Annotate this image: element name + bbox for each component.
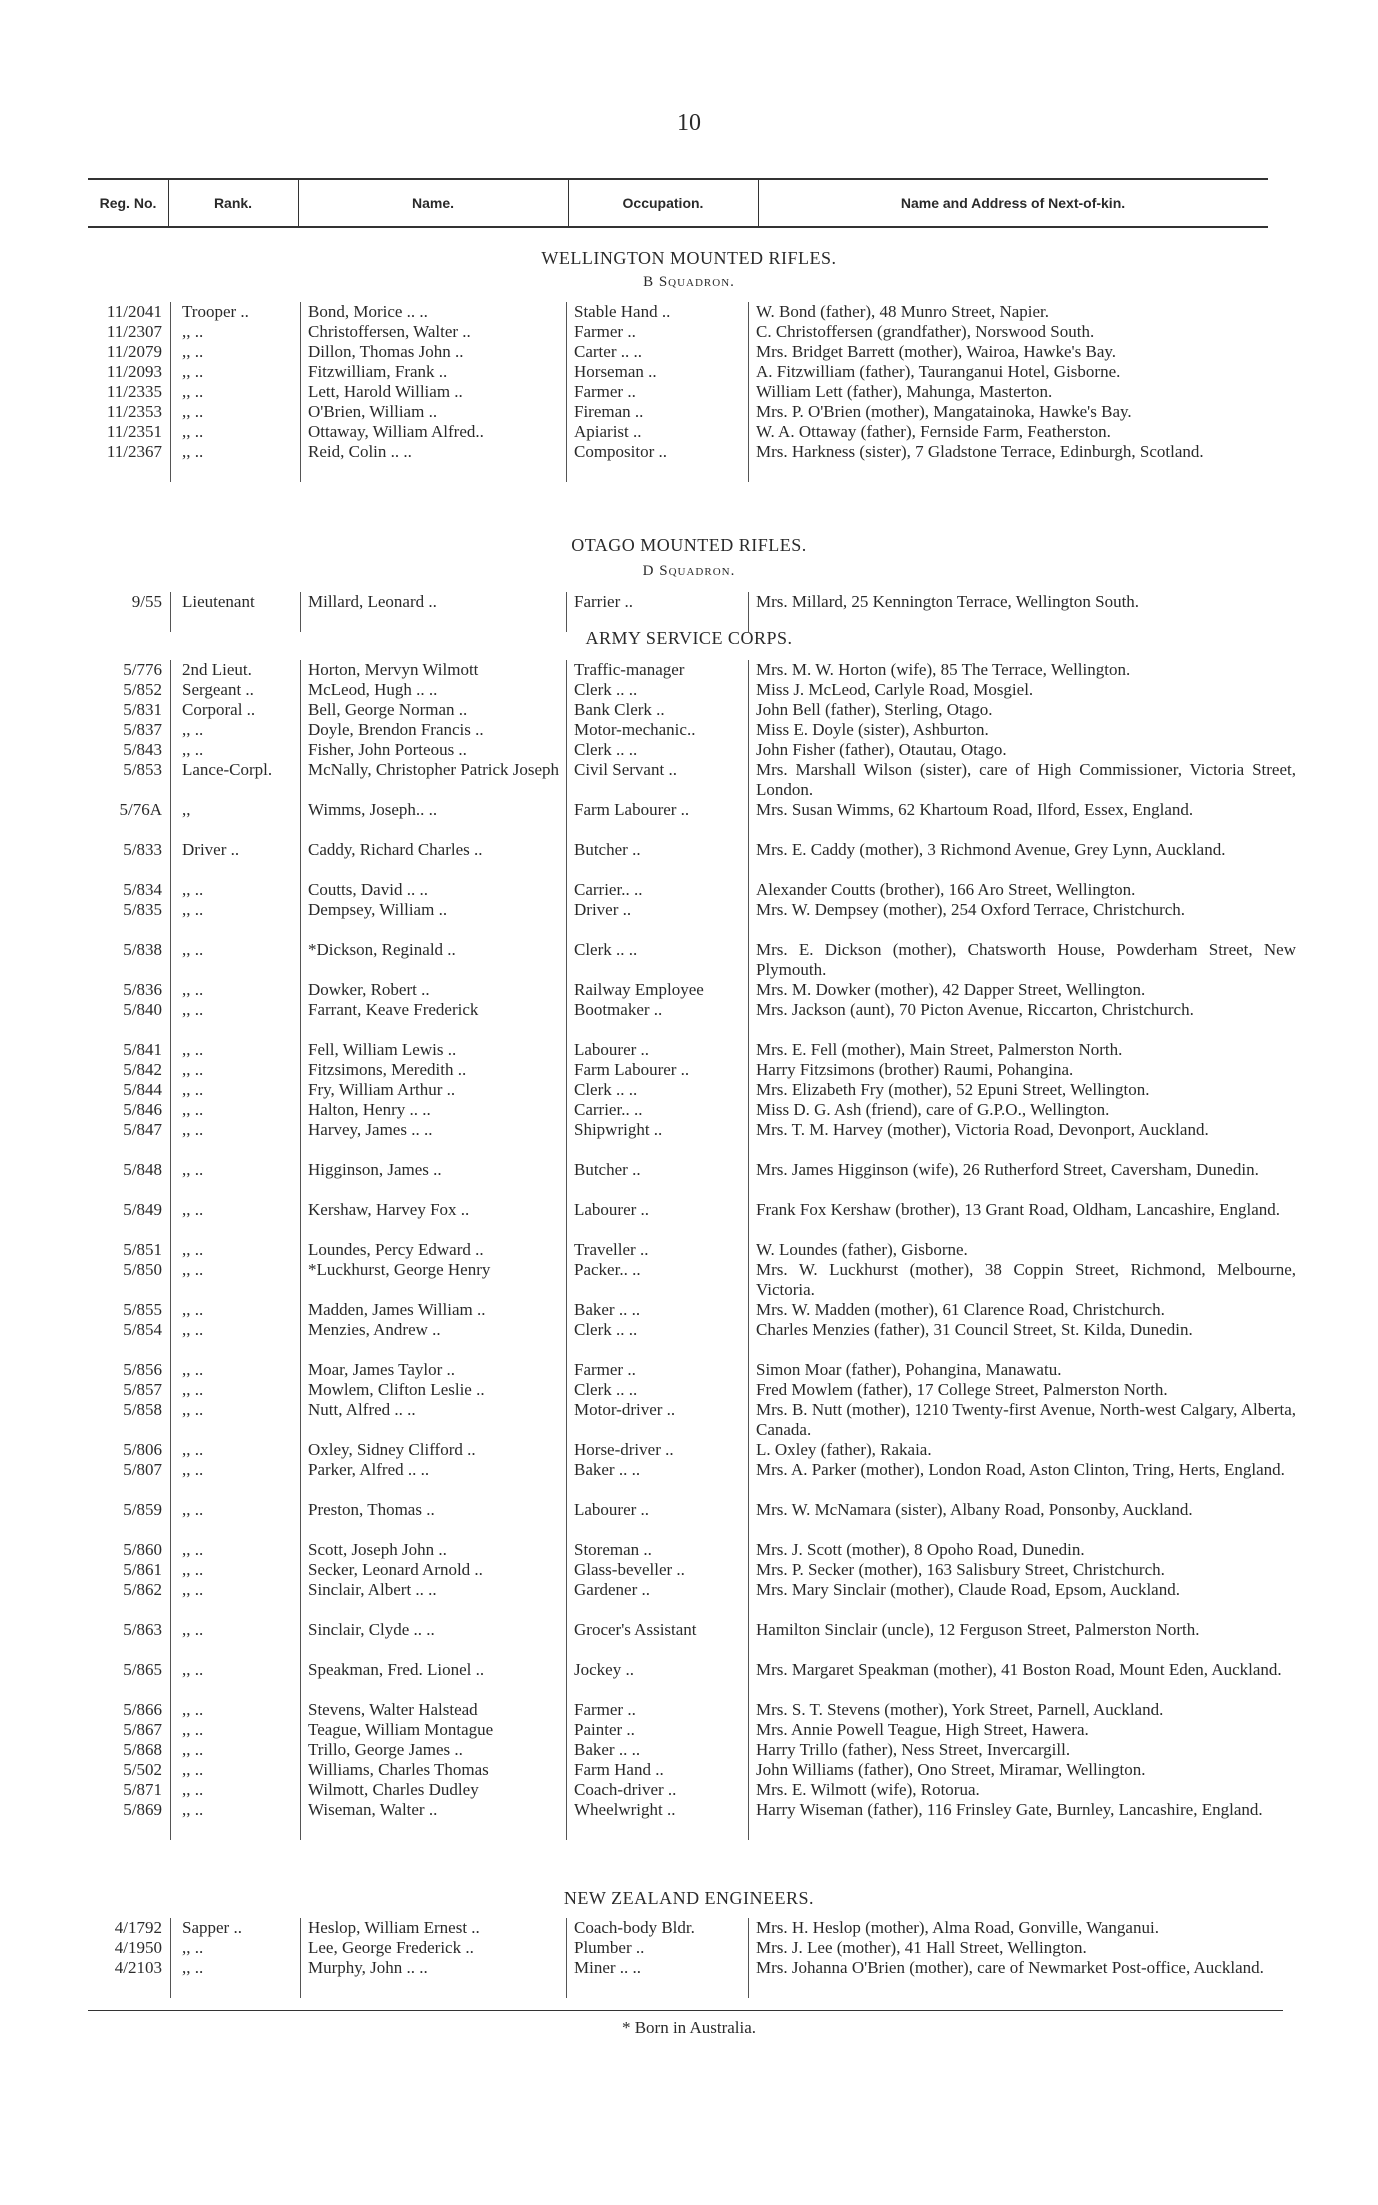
cell-occupation: Painter .. — [574, 1720, 635, 1739]
section-title-army-service-corps: ARMY SERVICE CORPS. — [585, 628, 793, 648]
cell-occupation: Wheelwright .. — [574, 1800, 676, 1819]
cell-occupation: Carter .. .. — [574, 342, 642, 361]
cell-next-of-kin: Mrs. H. Heslop (mother), Alma Road, Gonville, Wanganui. — [756, 1918, 1159, 1937]
cell-rank: ,, .. — [182, 442, 204, 461]
cell-reg-no: 5/859 — [123, 1500, 162, 1519]
cell-occupation: Railway Employee — [574, 980, 704, 999]
cell-name: Lee, George Frederick .. — [308, 1938, 474, 1957]
cell-name: Nutt, Alfred .. .. — [308, 1400, 416, 1419]
cell-occupation: Farmer .. — [574, 322, 636, 341]
cell-rank: ,, .. — [182, 1580, 204, 1599]
cell-occupation: Clerk .. .. — [574, 1320, 638, 1339]
cell-occupation: Coach-body Bldr. — [574, 1918, 695, 1937]
cell-reg-no: 5/838 — [123, 940, 162, 959]
cell-reg-no: 5/866 — [123, 1700, 162, 1719]
cell-next-of-kin: Miss J. McLeod, Carlyle Road, Mosgiel. — [756, 680, 1034, 699]
cell-name: Dillon, Thomas John .. — [308, 342, 464, 361]
section-title-wellington: WELLINGTON MOUNTED RIFLES. — [541, 248, 837, 268]
cell-occupation: Bootmaker .. — [574, 1000, 663, 1019]
cell-rank: Lieutenant — [182, 592, 255, 611]
cell-reg-no: 5/844 — [123, 1080, 162, 1099]
cell-reg-no: 11/2335 — [106, 382, 162, 401]
cell-next-of-kin: Mrs. E. Fell (mother), Main Street, Palmerston North. — [756, 1040, 1123, 1059]
cell-reg-no: 5/837 — [123, 720, 162, 739]
cell-next-of-kin: Mrs. Susan Wimms, 62 Khartoum Road, Ilford, Essex, England. — [756, 800, 1194, 819]
cell-reg-no: 5/76A — [119, 800, 162, 819]
cell-occupation: Jockey .. — [574, 1660, 634, 1679]
cell-rank: ,, .. — [182, 1740, 204, 1759]
cell-occupation: Farrier .. — [574, 592, 634, 611]
cell-reg-no: 5/857 — [123, 1380, 162, 1399]
cell-name: Teague, William Montague — [308, 1720, 494, 1739]
cell-occupation: Clerk .. .. — [574, 740, 638, 759]
cell-reg-no: 5/865 — [123, 1660, 162, 1679]
cell-next-of-kin: Mrs. B. Nutt (mother), 1210 Twenty-first Avenue, North-west Calgary, Alberta, Canada. — [756, 1400, 1296, 1439]
cell-rank: ,, .. — [182, 1800, 204, 1819]
cell-occupation: Farmer .. — [574, 1360, 636, 1379]
cell-reg-no: 5/860 — [123, 1540, 162, 1559]
cell-reg-no: 5/842 — [123, 1060, 162, 1079]
cell-reg-no: 5/848 — [123, 1160, 162, 1179]
cell-reg-no: 11/2079 — [106, 342, 162, 361]
cell-reg-no: 5/776 — [123, 660, 162, 679]
cell-rank: ,, .. — [182, 362, 204, 381]
cell-reg-no: 11/2353 — [106, 402, 162, 421]
cell-name: Murphy, John .. .. — [308, 1958, 428, 1977]
cell-next-of-kin: Mrs. M. W. Horton (wife), 85 The Terrace, Wellington. — [756, 660, 1131, 679]
cell-reg-no: 11/2307 — [106, 322, 162, 341]
cell-name: Fitzsimons, Meredith .. — [308, 1060, 467, 1079]
cell-occupation: Labourer .. — [574, 1500, 650, 1519]
cell-rank: ,, .. — [182, 1320, 204, 1339]
cell-name: Caddy, Richard Charles .. — [308, 840, 483, 859]
cell-rank: ,, .. — [182, 740, 204, 759]
cell-name: Wiseman, Walter .. — [308, 1800, 438, 1819]
cell-reg-no: 5/862 — [123, 1580, 162, 1599]
cell-occupation: Baker .. .. — [574, 1460, 641, 1479]
cell-rank: Sapper .. — [182, 1918, 242, 1937]
cell-reg-no: 5/861 — [123, 1560, 162, 1579]
cell-rank: Corporal .. — [182, 700, 256, 719]
cell-rank: ,, .. — [182, 1060, 204, 1079]
cell-occupation: Clerk .. .. — [574, 1380, 638, 1399]
cell-name: Loundes, Percy Edward .. — [308, 1240, 484, 1259]
cell-name: Christoffersen, Walter .. — [308, 322, 471, 341]
cell-next-of-kin: John Fisher (father), Otautau, Otago. — [756, 740, 1007, 759]
cell-next-of-kin: Mrs. W. Luckhurst (mother), 38 Coppin Street, Richmond, Melbourne, Victoria. — [756, 1260, 1296, 1299]
cell-next-of-kin: Mrs. M. Dowker (mother), 42 Dapper Street, Wellington. — [756, 980, 1146, 999]
cell-reg-no: 5/847 — [123, 1120, 162, 1139]
section-subtitle-otago: D Squadron. — [642, 563, 736, 579]
cell-name: Oxley, Sidney Clifford .. — [308, 1440, 476, 1459]
column-divider — [748, 1918, 749, 1998]
cell-occupation: Storeman .. — [574, 1540, 652, 1559]
cell-name: Reid, Colin .. .. — [308, 442, 412, 461]
cell-occupation: Baker .. .. — [574, 1740, 641, 1759]
cell-rank: Lance-Corpl. — [182, 760, 273, 779]
cell-occupation: Stable Hand .. — [574, 302, 671, 321]
cell-name: Madden, James William .. — [308, 1300, 486, 1319]
cell-name: Halton, Henry .. .. — [308, 1100, 431, 1119]
cell-name: Fitzwilliam, Frank .. — [308, 362, 448, 381]
cell-reg-no: 5/853 — [123, 760, 162, 779]
cell-next-of-kin: Fred Mowlem (father), 17 College Street, Palmerston North. — [756, 1380, 1168, 1399]
cell-name: *Luckhurst, George Henry — [308, 1260, 491, 1279]
cell-name: Heslop, William Ernest .. — [308, 1918, 480, 1937]
cell-next-of-kin: Mrs. Bridget Barrett (mother), Wairoa, Hawke's Bay. — [756, 342, 1117, 361]
cell-next-of-kin: Mrs. Elizabeth Fry (mother), 52 Epuni Street, Wellington. — [756, 1080, 1150, 1099]
cell-reg-no: 5/854 — [123, 1320, 162, 1339]
cell-rank: ,, .. — [182, 1540, 204, 1559]
cell-next-of-kin: Mrs. S. T. Stevens (mother), York Street, Parnell, Auckland. — [756, 1700, 1164, 1719]
cell-occupation: Coach-driver .. — [574, 1780, 677, 1799]
cell-occupation: Motor-driver .. — [574, 1400, 676, 1419]
column-divider — [748, 660, 749, 1840]
cell-occupation: Farmer .. — [574, 1700, 636, 1719]
cell-name: Lett, Harold William .. — [308, 382, 463, 401]
cell-name: Bell, George Norman .. — [308, 700, 468, 719]
cell-rank: ,, .. — [182, 1080, 204, 1099]
cell-occupation: Farmer .. — [574, 382, 636, 401]
cell-reg-no: 5/834 — [123, 880, 162, 899]
cell-next-of-kin: Mrs. Harkness (sister), 7 Gladstone Terrace, Edinburgh, Scotland. — [756, 442, 1204, 461]
cell-reg-no: 5/831 — [123, 700, 162, 719]
cell-reg-no: 5/840 — [123, 1000, 162, 1019]
cell-name: Scott, Joseph John .. — [308, 1540, 447, 1559]
cell-name: O'Brien, William .. — [308, 402, 438, 421]
cell-next-of-kin: Hamilton Sinclair (uncle), 12 Ferguson Street, Palmerston North. — [756, 1620, 1200, 1639]
column-divider — [566, 302, 567, 482]
cell-next-of-kin: Mrs. Margaret Speakman (mother), 41 Boston Road, Mount Eden, Auckland. — [756, 1660, 1282, 1679]
cell-occupation: Driver .. — [574, 900, 632, 919]
cell-next-of-kin: W. Bond (father), 48 Munro Street, Napier. — [756, 302, 1050, 321]
cell-occupation: Civil Servant .. — [574, 760, 677, 779]
cell-next-of-kin: Harry Wiseman (father), 116 Frinsley Gate, Burnley, Lancashire, England. — [756, 1800, 1263, 1819]
cell-next-of-kin: Mrs. P. O'Brien (mother), Mangatainoka, Hawke's Bay. — [756, 402, 1132, 421]
cell-rank: ,, — [182, 800, 191, 819]
cell-name: Harvey, James .. .. — [308, 1120, 433, 1139]
cell-name: Ottaway, William Alfred.. — [308, 422, 484, 441]
cell-occupation: Compositor .. — [574, 442, 668, 461]
cell-next-of-kin: Mrs. Marshall Wilson (sister), care of High Commissioner, Victoria Street, London. — [756, 760, 1296, 799]
cell-next-of-kin: Miss D. G. Ash (friend), care of G.P.O., Wellington. — [756, 1100, 1110, 1119]
cell-next-of-kin: Mrs. Johanna O'Brien (mother), care of Newmarket Post-office, Auckland. — [756, 1958, 1264, 1977]
cell-name: Millard, Leonard .. — [308, 592, 437, 611]
cell-name: Secker, Leonard Arnold .. — [308, 1560, 483, 1579]
cell-occupation: Packer.. .. — [574, 1260, 641, 1279]
cell-next-of-kin: W. A. Ottaway (father), Fernside Farm, Featherston. — [756, 422, 1111, 441]
column-divider — [566, 592, 567, 632]
cell-rank: ,, .. — [182, 940, 204, 959]
cell-name: Williams, Charles Thomas — [308, 1760, 489, 1779]
cell-name: Sinclair, Albert .. .. — [308, 1580, 437, 1599]
cell-next-of-kin: Mrs. Mary Sinclair (mother), Claude Road, Epsom, Auckland. — [756, 1580, 1180, 1599]
cell-occupation: Grocer's Assistant — [574, 1620, 697, 1639]
cell-name: Stevens, Walter Halstead — [308, 1700, 478, 1719]
cell-reg-no: 4/2103 — [114, 1958, 162, 1977]
cell-next-of-kin: John Bell (father), Sterling, Otago. — [756, 700, 993, 719]
cell-occupation: Farm Labourer .. — [574, 800, 690, 819]
column-divider — [748, 592, 749, 632]
cell-rank: ,, .. — [182, 382, 204, 401]
section-subtitle-wellington: B Squadron. — [643, 274, 735, 290]
cell-next-of-kin: Harry Trillo (father), Ness Street, Invercargill. — [756, 1740, 1071, 1759]
cell-rank: ,, .. — [182, 1958, 204, 1977]
cell-next-of-kin: Mrs. P. Secker (mother), 163 Salisbury Street, Christchurch. — [756, 1560, 1165, 1579]
header-reg-no: Reg. No. — [88, 180, 169, 226]
cell-name: Bond, Morice .. .. — [308, 302, 428, 321]
cell-name: McNally, Christopher Patrick Joseph — [308, 760, 560, 779]
cell-next-of-kin: Miss E. Doyle (sister), Ashburton. — [756, 720, 989, 739]
cell-next-of-kin: Mrs. Jackson (aunt), 70 Picton Avenue, Riccarton, Christchurch. — [756, 1000, 1194, 1019]
cell-next-of-kin: Simon Moar (father), Pohangina, Manawatu. — [756, 1360, 1062, 1379]
cell-next-of-kin: Mrs. Annie Powell Teague, High Street, Hawera. — [756, 1720, 1089, 1739]
cell-occupation: Clerk .. .. — [574, 680, 638, 699]
cell-rank: ,, .. — [182, 1100, 204, 1119]
cell-occupation: Shipwright .. — [574, 1120, 663, 1139]
cell-rank: ,, .. — [182, 1700, 204, 1719]
cell-rank: ,, .. — [182, 1240, 204, 1259]
cell-rank: 2nd Lieut. — [182, 660, 252, 679]
column-divider — [170, 1918, 171, 1998]
cell-reg-no: 5/835 — [123, 900, 162, 919]
cell-rank: Trooper .. — [182, 302, 249, 321]
cell-rank: ,, .. — [182, 1360, 204, 1379]
cell-next-of-kin: Charles Menzies (father), 31 Council Street, St. Kilda, Dunedin. — [756, 1320, 1193, 1339]
header-occupation: Occupation. — [568, 180, 759, 226]
cell-reg-no: 9/55 — [131, 592, 162, 611]
cell-next-of-kin: Mrs. A. Parker (mother), London Road, Aston Clinton, Tring, Herts, England. — [756, 1460, 1285, 1479]
cell-name: Wimms, Joseph.. .. — [308, 800, 438, 819]
cell-occupation: Traveller .. — [574, 1240, 649, 1259]
cell-reg-no: 5/858 — [123, 1400, 162, 1419]
cell-occupation: Horse-driver .. — [574, 1440, 674, 1459]
cell-next-of-kin: Alexander Coutts (brother), 166 Aro Street, Wellington. — [756, 880, 1136, 899]
cell-name: Moar, James Taylor .. — [308, 1360, 456, 1379]
cell-reg-no: 5/843 — [123, 740, 162, 759]
cell-occupation: Plumber .. — [574, 1938, 645, 1957]
cell-occupation: Farm Hand .. — [574, 1760, 664, 1779]
cell-name: Coutts, David .. .. — [308, 880, 428, 899]
cell-reg-no: 5/863 — [123, 1620, 162, 1639]
cell-occupation: Bank Clerk .. — [574, 700, 665, 719]
footnote-divider — [88, 2010, 1283, 2011]
cell-reg-no: 11/2351 — [106, 422, 162, 441]
cell-rank: ,, .. — [182, 1400, 204, 1419]
cell-next-of-kin: L. Oxley (father), Rakaia. — [756, 1440, 932, 1459]
cell-rank: ,, .. — [182, 980, 204, 999]
section-title-engineers: NEW ZEALAND ENGINEERS. — [563, 1888, 815, 1908]
column-divider — [748, 302, 749, 482]
cell-rank: ,, .. — [182, 1780, 204, 1799]
cell-rank: ,, .. — [182, 1160, 204, 1179]
column-divider — [300, 660, 301, 1840]
cell-name: Preston, Thomas .. — [308, 1500, 435, 1519]
cell-rank: ,, .. — [182, 1200, 204, 1219]
cell-reg-no: 11/2367 — [106, 442, 162, 461]
cell-next-of-kin: Mrs. E. Dickson (mother), Chatsworth House, Powderham Street, New Plymouth. — [756, 940, 1296, 979]
cell-next-of-kin: A. Fitzwilliam (father), Tauranganui Hotel, Gisborne. — [756, 362, 1121, 381]
cell-name: Sinclair, Clyde .. .. — [308, 1620, 435, 1639]
column-divider — [300, 302, 301, 482]
cell-name: Speakman, Fred. Lionel .. — [308, 1660, 485, 1679]
cell-rank: ,, .. — [182, 1760, 204, 1779]
cell-next-of-kin: John Williams (father), Ono Street, Miramar, Wellington. — [756, 1760, 1146, 1779]
cell-reg-no: 5/502 — [123, 1760, 162, 1779]
cell-rank: ,, .. — [182, 1000, 204, 1019]
cell-occupation: Farm Labourer .. — [574, 1060, 690, 1079]
cell-name: Fry, William Arthur .. — [308, 1080, 456, 1099]
cell-occupation: Labourer .. — [574, 1040, 650, 1059]
page-number: 10 — [677, 110, 701, 136]
cell-next-of-kin: William Lett (father), Mahunga, Masterton. — [756, 382, 1053, 401]
cell-rank: ,, .. — [182, 1660, 204, 1679]
cell-next-of-kin: W. Loundes (father), Gisborne. — [756, 1240, 968, 1259]
header-name: Name. — [298, 180, 569, 226]
cell-occupation: Carrier.. .. — [574, 1100, 643, 1119]
cell-rank: ,, .. — [182, 1380, 204, 1399]
cell-reg-no: 5/856 — [123, 1360, 162, 1379]
cell-rank: ,, .. — [182, 1120, 204, 1139]
cell-rank: ,, .. — [182, 1500, 204, 1519]
cell-rank: ,, .. — [182, 1300, 204, 1319]
column-divider — [300, 592, 301, 632]
cell-reg-no: 4/1792 — [114, 1918, 162, 1937]
cell-reg-no: 5/851 — [123, 1240, 162, 1259]
cell-name: Mowlem, Clifton Leslie .. — [308, 1380, 485, 1399]
cell-occupation: Gardener .. — [574, 1580, 650, 1599]
column-divider — [170, 302, 171, 482]
cell-reg-no: 4/1950 — [114, 1938, 162, 1957]
cell-reg-no: 5/852 — [123, 680, 162, 699]
cell-rank: ,, .. — [182, 1260, 204, 1279]
cell-name: Farrant, Keave Frederick — [308, 1000, 479, 1019]
cell-rank: Driver .. — [182, 840, 240, 859]
column-divider — [566, 1918, 567, 1998]
cell-next-of-kin: Mrs. T. M. Harvey (mother), Victoria Road, Devonport, Auckland. — [756, 1120, 1209, 1139]
cell-reg-no: 11/2041 — [106, 302, 162, 321]
column-divider — [170, 660, 171, 1840]
cell-rank: ,, .. — [182, 1460, 204, 1479]
cell-occupation: Butcher .. — [574, 840, 641, 859]
cell-reg-no: 5/869 — [123, 1800, 162, 1819]
cell-reg-no: 5/806 — [123, 1440, 162, 1459]
footnote: * Born in Australia. — [621, 2018, 757, 2037]
cell-name: Parker, Alfred .. .. — [308, 1460, 430, 1479]
cell-reg-no: 5/849 — [123, 1200, 162, 1219]
cell-next-of-kin: Frank Fox Kershaw (brother), 13 Grant Road, Oldham, Lancashire, England. — [756, 1200, 1281, 1219]
cell-name: Doyle, Brendon Francis .. — [308, 720, 484, 739]
cell-reg-no: 5/867 — [123, 1720, 162, 1739]
cell-next-of-kin: Mrs. J. Scott (mother), 8 Opoho Road, Dunedin. — [756, 1540, 1085, 1559]
cell-occupation: Butcher .. — [574, 1160, 641, 1179]
cell-occupation: Glass-beveller .. — [574, 1560, 685, 1579]
cell-occupation: Horseman .. — [574, 362, 657, 381]
cell-occupation: Baker .. .. — [574, 1300, 641, 1319]
cell-reg-no: 5/871 — [123, 1780, 162, 1799]
cell-next-of-kin: Mrs. W. McNamara (sister), Albany Road, Ponsonby, Auckland. — [756, 1500, 1193, 1519]
cell-name: *Dickson, Reginald .. — [308, 940, 456, 959]
cell-name: Dowker, Robert .. — [308, 980, 430, 999]
cell-next-of-kin: Mrs. James Higginson (wife), 26 Rutherford Street, Caversham, Dunedin. — [756, 1160, 1259, 1179]
column-header-row — [88, 178, 1268, 228]
cell-occupation: Miner .. .. — [574, 1958, 642, 1977]
cell-name: Kershaw, Harvey Fox .. — [308, 1200, 470, 1219]
cell-reg-no: 5/836 — [123, 980, 162, 999]
cell-name: Fell, William Lewis .. — [308, 1040, 457, 1059]
cell-occupation: Fireman .. — [574, 402, 644, 421]
cell-name: Trillo, George James .. — [308, 1740, 463, 1759]
cell-occupation: Motor-mechanic.. — [574, 720, 696, 739]
cell-occupation: Clerk .. .. — [574, 1080, 638, 1099]
cell-rank: Sergeant .. — [182, 680, 254, 699]
cell-reg-no: 5/833 — [123, 840, 162, 859]
cell-name: Fisher, John Porteous .. — [308, 740, 467, 759]
cell-rank: ,, .. — [182, 900, 204, 919]
cell-rank: ,, .. — [182, 720, 204, 739]
cell-next-of-kin: Mrs. J. Lee (mother), 41 Hall Street, Wellington. — [756, 1938, 1087, 1957]
cell-reg-no: 5/855 — [123, 1300, 162, 1319]
cell-name: Higginson, James .. — [308, 1160, 442, 1179]
cell-name: Menzies, Andrew .. — [308, 1320, 441, 1339]
cell-occupation: Labourer .. — [574, 1200, 650, 1219]
cell-rank: ,, .. — [182, 1938, 204, 1957]
cell-next-of-kin: Harry Fitzsimons (brother) Raumi, Pohangina. — [756, 1060, 1074, 1079]
cell-reg-no: 5/868 — [123, 1740, 162, 1759]
header-next-of-kin: Name and Address of Next-of-kin. — [900, 195, 1126, 211]
cell-next-of-kin: C. Christoffersen (grandfather), Norswood South. — [756, 322, 1095, 341]
cell-occupation: Carrier.. .. — [574, 880, 643, 899]
cell-reg-no: 5/850 — [123, 1260, 162, 1279]
cell-rank: ,, .. — [182, 422, 204, 441]
cell-occupation: Clerk .. .. — [574, 940, 638, 959]
cell-next-of-kin: Mrs. Millard, 25 Kennington Terrace, Wellington South. — [756, 592, 1140, 611]
cell-rank: ,, .. — [182, 342, 204, 361]
cell-rank: ,, .. — [182, 1040, 204, 1059]
cell-name: Horton, Mervyn Wilmott — [308, 660, 479, 679]
cell-reg-no: 5/807 — [123, 1460, 162, 1479]
cell-rank: ,, .. — [182, 322, 204, 341]
cell-rank: ,, .. — [182, 880, 204, 899]
cell-rank: ,, .. — [182, 1560, 204, 1579]
section-title-otago: OTAGO MOUNTED RIFLES. — [571, 535, 807, 555]
cell-next-of-kin: Mrs. E. Caddy (mother), 3 Richmond Avenue, Grey Lynn, Auckland. — [756, 840, 1226, 859]
cell-rank: ,, .. — [182, 1440, 204, 1459]
cell-rank: ,, .. — [182, 1720, 204, 1739]
column-divider — [170, 592, 171, 632]
cell-next-of-kin: Mrs. E. Wilmott (wife), Rotorua. — [756, 1780, 980, 1799]
cell-reg-no: 5/841 — [123, 1040, 162, 1059]
cell-reg-no: 5/846 — [123, 1100, 162, 1119]
cell-next-of-kin: Mrs. W. Madden (mother), 61 Clarence Road, Christchurch. — [756, 1300, 1165, 1319]
cell-rank: ,, .. — [182, 1620, 204, 1639]
column-divider — [300, 1918, 301, 1998]
cell-name: McLeod, Hugh .. .. — [308, 680, 438, 699]
cell-occupation: Apiarist .. — [574, 422, 642, 441]
cell-name: Dempsey, William .. — [308, 900, 448, 919]
cell-next-of-kin: Mrs. W. Dempsey (mother), 254 Oxford Terrace, Christchurch. — [756, 900, 1186, 919]
header-rank: Rank. — [168, 180, 299, 226]
cell-rank: ,, .. — [182, 402, 204, 421]
cell-occupation: Traffic-manager — [574, 660, 685, 679]
cell-reg-no: 11/2093 — [106, 362, 162, 381]
column-divider — [566, 660, 567, 1840]
cell-name: Wilmott, Charles Dudley — [308, 1780, 479, 1799]
